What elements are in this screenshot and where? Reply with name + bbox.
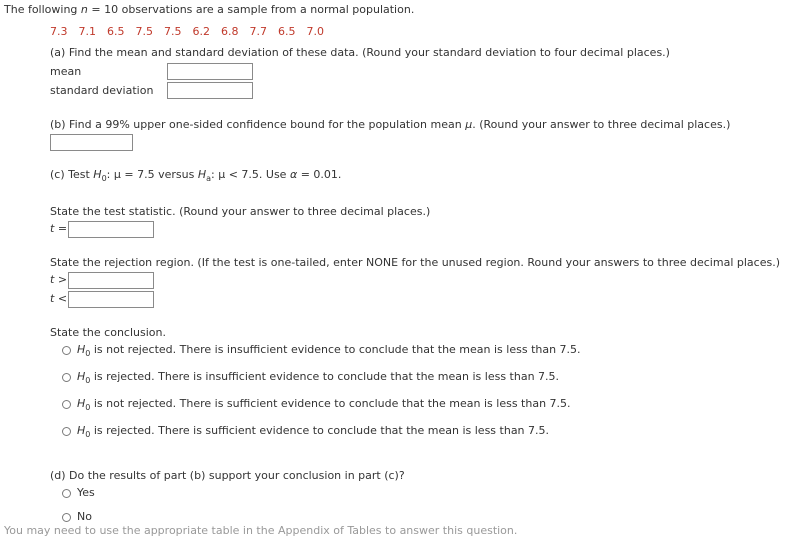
intro-text: The following n = 10 observations are a sample from a normal population. xyxy=(4,3,415,16)
observation: 6.5 xyxy=(278,25,296,38)
observation: 7.5 xyxy=(135,25,153,38)
observation: 7.1 xyxy=(78,25,96,38)
conclusion-radio-3[interactable] xyxy=(62,400,71,409)
observation: 7.5 xyxy=(164,25,182,38)
t-greater-label: t > xyxy=(50,273,68,286)
part-b-prompt: (b) Find a 99% upper one-sided confidence bound for the population mean μ. (Round your answer to three decimal places.) xyxy=(50,118,731,131)
part-c-hypotheses: (c) Test $H_0$: μ = 7.5 versus $H_a$: μ < 7.5. Use α = 0.01. xyxy=(50,168,342,183)
conclusion-radio-1[interactable] xyxy=(62,346,71,355)
yes-radio[interactable] xyxy=(62,489,71,498)
conclusion-option-1[interactable]: $H_0$ is not rejected. There is insufficient evidence to conclude that the mean is less than 7.5. xyxy=(77,343,581,358)
t-statistic-input[interactable] xyxy=(68,221,154,238)
part-d-prompt: (d) Do the results of part (b) support your conclusion in part (c)? xyxy=(50,469,405,482)
t-greater-input[interactable] xyxy=(68,272,154,289)
conclusion-radio-4[interactable] xyxy=(62,427,71,436)
upper-bound-input[interactable] xyxy=(50,134,133,151)
conclusion-prompt: State the conclusion. xyxy=(50,326,166,339)
mean-label: mean xyxy=(50,65,82,78)
observation: 6.2 xyxy=(192,25,210,38)
cutoff-text: You may need to use the appropriate table in the Appendix of Tables to answer this question. xyxy=(4,524,518,537)
sd-input[interactable] xyxy=(167,82,253,99)
yes-label[interactable]: Yes xyxy=(77,486,95,499)
t-less-input[interactable] xyxy=(68,291,154,308)
observation: 7.7 xyxy=(249,25,267,38)
conclusion-option-2[interactable]: $H_0$ is rejected. There is insufficient evidence to conclude that the mean is less than 7.5. xyxy=(77,370,560,385)
t-less-label: t < xyxy=(50,292,68,305)
test-statistic-prompt: State the test statistic. (Round your answer to three decimal places.) xyxy=(50,205,431,218)
observation: 7.0 xyxy=(306,25,324,38)
observations-list xyxy=(50,25,335,39)
t-equals-label: t = xyxy=(50,222,68,235)
part-a-prompt: (a) Find the mean and standard deviation of these data. (Round your standard deviation to four decimal places.) xyxy=(50,46,670,59)
conclusion-option-4[interactable]: $H_0$ is rejected. There is sufficient evidence to conclude that the mean is less than 7.5. xyxy=(77,424,550,439)
no-radio[interactable] xyxy=(62,513,71,522)
mean-input[interactable] xyxy=(167,63,253,80)
sd-label: standard deviation xyxy=(50,84,154,97)
conclusion-radio-2[interactable] xyxy=(62,373,71,382)
conclusion-option-3[interactable]: $H_0$ is not rejected. There is sufficient evidence to conclude that the mean is less than 7.5. xyxy=(77,397,571,412)
observation: 7.3 xyxy=(50,25,68,38)
observation: 6.5 xyxy=(107,25,125,38)
observation: 6.8 xyxy=(221,25,239,38)
rejection-region-prompt: State the rejection region. (If the test is one-tailed, enter NONE for the unused region. Round your answers to three decimal places.) xyxy=(50,256,780,269)
no-label[interactable]: No xyxy=(77,510,92,523)
